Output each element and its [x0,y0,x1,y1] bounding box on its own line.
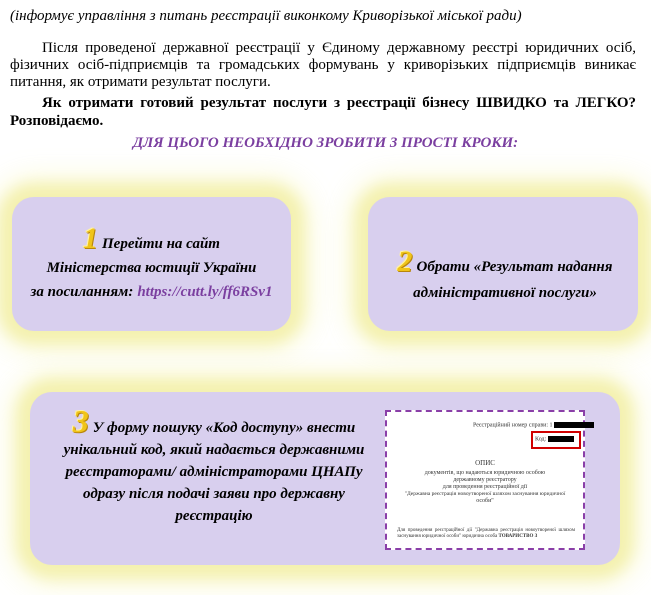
step-1-line1: Перейти на сайт [102,236,220,252]
doc-footer-bold: ТОВАРИСТВО З [498,534,538,539]
step-1-number: 1 [83,222,99,255]
step-2-number: 2 [397,245,413,278]
doc-line-1: документів, що надаються юридичною особою [424,470,546,476]
document-preview [385,410,585,550]
step-1-line2: Міністерства юстиції України [46,260,257,276]
step-3-number: 3 [72,403,89,439]
doc-line-3: для проведення реєстраційної дії [442,484,528,490]
intro-note: (інформує управління з питань реєстрації виконкому Криворізької міської ради) [10,8,522,24]
reg-number-label: Реєстраційний номер справи: 1 [473,422,553,429]
step-3-line1: У форму пошуку «Код доступу» внести [92,420,356,436]
intro-paragraph: Після проведеної державної реєстрації у Єдиному державному реєстрі юридичних осіб, фізичних осіб-підприємців та громадських формувань у криворізьких підприємців виникає питання, як отримати результат послуги. [10,40,636,90]
doc-title: ОПИС [475,459,495,467]
step-2-card [368,197,638,331]
reg-number-line [473,422,594,429]
step-1-line3: за посиланням: [30,284,134,300]
access-code-highlight [531,431,581,449]
step-3-rest: унікальний код, який надається державними реєстраторами/ адміністраторами ЦНАПу одразу після подачі заяви про державну реєстрацію [63,442,365,524]
doc-line-5: особи" [476,498,494,504]
code-label: Код: [535,436,547,443]
step-2-text: Обрати «Результат надання адміністративної послуги» [413,259,613,301]
doc-line-2: державному реєстратору [453,477,517,483]
doc-footer-text: Для проведення реєстраційної дії "Державна реєстрація новоутвореної шляхом заснування юридичної особи" юридична особа [397,528,575,539]
doc-line-4: "Державна реєстрація новоутвореної шляхом заснування юридичної [404,491,566,497]
step-1-card [12,197,291,331]
doc-footer [397,528,575,540]
steps-heading: ДЛЯ ЦЬОГО НЕОБХІДНО ЗРОБИТИ 3 ПРОСТІ КРОКИ: [132,135,519,151]
redacted-reg-number [554,422,594,428]
question-paragraph: Як отримати готовий результат послуги з реєстрації бізнесу ШВИДКО та ЛЕГКО? Розповідаємо. [10,95,636,129]
step-3-card [30,392,620,565]
ministry-link[interactable]: https://cutt.ly/ff6RSv1 [137,284,273,300]
